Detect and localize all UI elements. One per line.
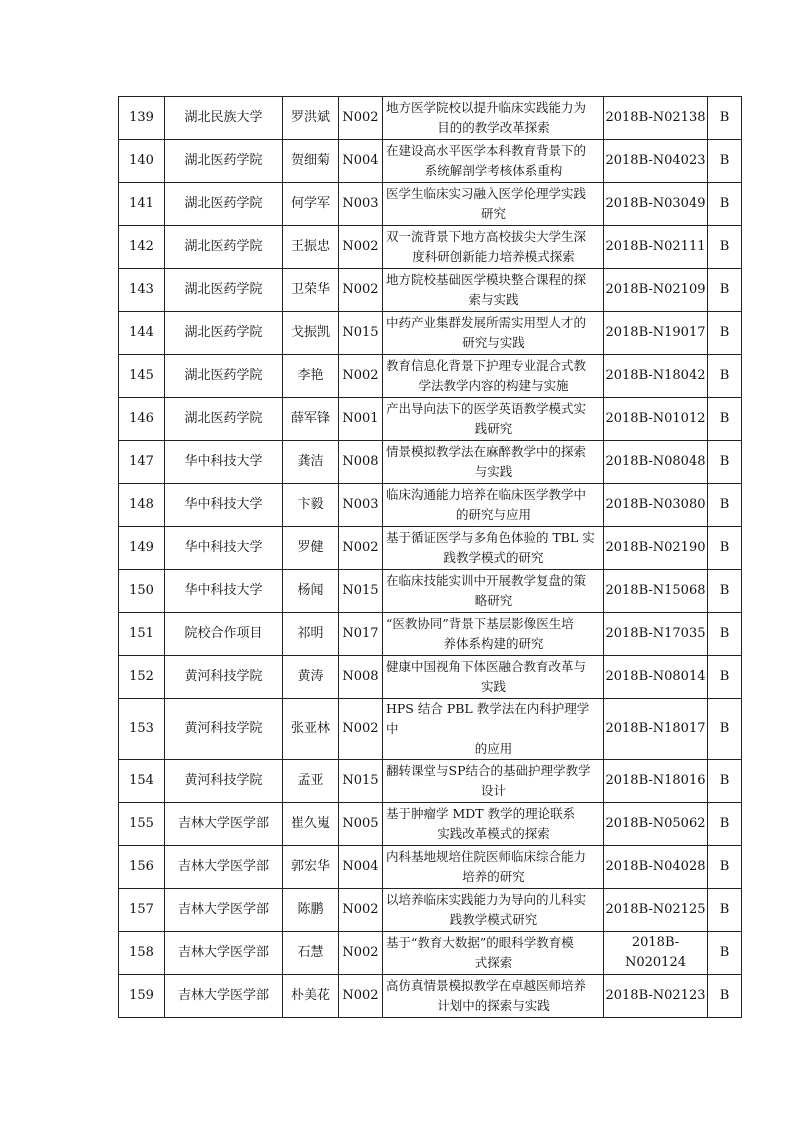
- leader-name-cell: 黄涛: [283, 656, 339, 699]
- project-title-line: 式探索: [474, 955, 513, 970]
- project-number-cell: 2018B-N02123: [604, 975, 708, 1018]
- project-title-line: 健康中国视角下体医融合教育改革与: [386, 659, 587, 674]
- row-number-cell: 147: [119, 441, 165, 484]
- project-title-line: 翻转课堂与SP结合的基础护理学教学: [386, 763, 591, 778]
- category-code-cell: N002: [339, 226, 383, 269]
- project-title-line: 培养的研究: [462, 869, 525, 884]
- project-title-cell: [383, 656, 604, 699]
- leader-name-cell: 薛军锋: [283, 398, 339, 441]
- leader-name-cell: 何学军: [283, 183, 339, 226]
- project-number-cell: 2018B-N020124: [604, 932, 708, 975]
- table-row: [119, 527, 742, 570]
- project-number-cell: 2018B-N02190: [604, 527, 708, 570]
- project-title-line: 践研究: [474, 421, 513, 436]
- school-cell: 湖北医药学院: [165, 312, 283, 355]
- project-title-line: 设计: [480, 783, 506, 798]
- row-number-cell: 149: [119, 527, 165, 570]
- project-title-line: 学法教学内容的构建与实施: [418, 378, 569, 393]
- table-row: [119, 312, 742, 355]
- project-title-cell: [383, 183, 604, 226]
- school-cell: 吉林大学医学部: [165, 846, 283, 889]
- project-title-line: 研究与实践: [462, 335, 525, 350]
- leader-name-cell: 贺细菊: [283, 140, 339, 183]
- project-title-cell: [383, 312, 604, 355]
- project-title-cell: [383, 613, 604, 656]
- category-code-cell: N002: [339, 269, 383, 312]
- leader-name-cell: 陈鹏: [283, 889, 339, 932]
- row-number-cell: 155: [119, 803, 165, 846]
- row-number-cell: 151: [119, 613, 165, 656]
- grade-cell: B: [708, 97, 742, 140]
- category-code-cell: N002: [339, 932, 383, 975]
- project-number-cell: 2018B-N03080: [604, 484, 708, 527]
- project-title-line: 内科基地规培住院医师临床综合能力: [386, 849, 587, 864]
- project-title-cell: [383, 760, 604, 803]
- project-title-line: 践教学模式的研究: [443, 550, 544, 565]
- project-title-line: HPS 结合 PBL 教学法在内科护理学中: [386, 701, 590, 736]
- project-number-cell: 2018B-N19017: [604, 312, 708, 355]
- category-code-cell: N002: [339, 699, 383, 760]
- project-number-cell: 2018B-N02138: [604, 97, 708, 140]
- project-title-cell: [383, 484, 604, 527]
- project-title-line: 在建设高水平医学本科教育背景下的: [386, 143, 587, 158]
- row-number-cell: 144: [119, 312, 165, 355]
- project-title-cell: [383, 975, 604, 1018]
- row-number-cell: 159: [119, 975, 165, 1018]
- table-row: [119, 226, 742, 269]
- category-code-cell: N002: [339, 97, 383, 140]
- project-number-cell: 2018B-N02111: [604, 226, 708, 269]
- project-title-line: “医教协同”背景下基层影像医生培: [386, 616, 574, 631]
- category-code-cell: N004: [339, 846, 383, 889]
- row-number-cell: 148: [119, 484, 165, 527]
- grade-cell: B: [708, 269, 742, 312]
- school-cell: 院校合作项目: [165, 613, 283, 656]
- category-code-cell: N005: [339, 803, 383, 846]
- category-code-cell: N002: [339, 355, 383, 398]
- category-code-cell: N002: [339, 889, 383, 932]
- grade-cell: B: [708, 441, 742, 484]
- category-code-cell: N003: [339, 183, 383, 226]
- row-number-cell: 140: [119, 140, 165, 183]
- project-number-cell: 2018B-N18042: [604, 355, 708, 398]
- grade-cell: B: [708, 975, 742, 1018]
- school-cell: 湖北医药学院: [165, 140, 283, 183]
- project-title-line: 实践改革模式的探索: [437, 826, 550, 841]
- project-title-cell: [383, 355, 604, 398]
- leader-name-cell: 戈振凯: [283, 312, 339, 355]
- grade-cell: B: [708, 183, 742, 226]
- project-title-line: 实践: [480, 679, 506, 694]
- project-title-cell: [383, 846, 604, 889]
- row-number-cell: 141: [119, 183, 165, 226]
- category-code-cell: N002: [339, 975, 383, 1018]
- leader-name-cell: 郭宏华: [283, 846, 339, 889]
- school-cell: 吉林大学医学部: [165, 889, 283, 932]
- category-code-cell: N008: [339, 656, 383, 699]
- leader-name-cell: 杨闻: [283, 570, 339, 613]
- table-row: [119, 975, 742, 1018]
- school-cell: 黄河科技学院: [165, 760, 283, 803]
- grade-cell: B: [708, 527, 742, 570]
- grade-cell: B: [708, 613, 742, 656]
- school-cell: 华中科技大学: [165, 441, 283, 484]
- table-row: [119, 183, 742, 226]
- school-cell: 湖北医药学院: [165, 183, 283, 226]
- school-cell: 吉林大学医学部: [165, 932, 283, 975]
- project-number-cell: 2018B-N05062: [604, 803, 708, 846]
- table-row: [119, 441, 742, 484]
- school-cell: 湖北医药学院: [165, 355, 283, 398]
- project-number-cell: 2018B-N17035: [604, 613, 708, 656]
- table-row: [119, 140, 742, 183]
- project-number-cell: 2018B-N18017: [604, 699, 708, 760]
- school-cell: 黄河科技学院: [165, 699, 283, 760]
- project-title-cell: [383, 226, 604, 269]
- project-title-cell: [383, 932, 604, 975]
- table-row: [119, 355, 742, 398]
- project-title-line: 养体系构建的研究: [443, 636, 544, 651]
- grade-cell: B: [708, 570, 742, 613]
- grade-cell: B: [708, 398, 742, 441]
- row-number-cell: 146: [119, 398, 165, 441]
- leader-name-cell: 龚洁: [283, 441, 339, 484]
- category-code-cell: N001: [339, 398, 383, 441]
- project-number-cell: 2018B-N08014: [604, 656, 708, 699]
- project-title-line: 产出导向法下的医学英语教学模式实: [386, 401, 587, 416]
- project-number-cell: 2018B-N15068: [604, 570, 708, 613]
- table-row: [119, 613, 742, 656]
- table-row: [119, 656, 742, 699]
- grade-cell: B: [708, 699, 742, 760]
- project-number-cell: 2018B-N04028: [604, 846, 708, 889]
- project-number-cell: 2018B-N02109: [604, 269, 708, 312]
- project-title-line: 索与实践: [468, 292, 519, 307]
- table-body: [119, 97, 742, 1018]
- table-row: [119, 484, 742, 527]
- project-title-line: 情景模拟教学法在麻醉教学中的探索: [386, 444, 587, 459]
- leader-name-cell: 孟亚: [283, 760, 339, 803]
- table-row: [119, 803, 742, 846]
- project-title-line: 度科研创新能力培养模式探索: [412, 249, 575, 264]
- project-title-line: 地方院校基础医学模块整合课程的探: [386, 272, 587, 287]
- school-cell: 湖北医药学院: [165, 398, 283, 441]
- school-cell: 湖北医药学院: [165, 269, 283, 312]
- project-table: [118, 96, 742, 1018]
- school-cell: 吉林大学医学部: [165, 975, 283, 1018]
- project-title-cell: [383, 803, 604, 846]
- table-row: [119, 570, 742, 613]
- leader-name-cell: 卞毅: [283, 484, 339, 527]
- grade-cell: B: [708, 932, 742, 975]
- project-title-line: 基于“教育大数据”的眼科学教育模: [386, 935, 574, 950]
- table-row: [119, 846, 742, 889]
- grade-cell: B: [708, 226, 742, 269]
- category-code-cell: N015: [339, 312, 383, 355]
- project-number-cell: 2018B-N02125: [604, 889, 708, 932]
- school-cell: 华中科技大学: [165, 484, 283, 527]
- category-code-cell: N008: [339, 441, 383, 484]
- category-code-cell: N003: [339, 484, 383, 527]
- grade-cell: B: [708, 803, 742, 846]
- leader-name-cell: 石慧: [283, 932, 339, 975]
- table-row: [119, 97, 742, 140]
- leader-name-cell: 张亚林: [283, 699, 339, 760]
- project-title-line: 基于循证医学与多角色体验的 TBL 实: [386, 530, 595, 545]
- leader-name-cell: 罗洪斌: [283, 97, 339, 140]
- project-title-line: 的研究与应用: [455, 507, 531, 522]
- row-number-cell: 139: [119, 97, 165, 140]
- grade-cell: B: [708, 484, 742, 527]
- project-title-line: 中药产业集群发展所需实用型人才的: [386, 315, 587, 330]
- project-title-line: 教育信息化背景下护理专业混合式教: [386, 358, 587, 373]
- project-number-cell: 2018B-N03049: [604, 183, 708, 226]
- project-title-cell: [383, 441, 604, 484]
- leader-name-cell: 朴美花: [283, 975, 339, 1018]
- grade-cell: B: [708, 889, 742, 932]
- table-row: [119, 398, 742, 441]
- row-number-cell: 152: [119, 656, 165, 699]
- category-code-cell: N002: [339, 527, 383, 570]
- project-title-cell: [383, 699, 604, 760]
- project-title-line: 与实践: [474, 464, 513, 479]
- leader-name-cell: 王振忠: [283, 226, 339, 269]
- project-title-line: 基于肿瘤学 MDT 教学的理论联系: [386, 806, 576, 821]
- row-number-cell: 145: [119, 355, 165, 398]
- leader-name-cell: 崔久嵬: [283, 803, 339, 846]
- row-number-cell: 158: [119, 932, 165, 975]
- category-code-cell: N004: [339, 140, 383, 183]
- leader-name-cell: 罗健: [283, 527, 339, 570]
- leader-name-cell: 祁明: [283, 613, 339, 656]
- category-code-cell: N017: [339, 613, 383, 656]
- project-title-line: 临床沟通能力培养在临床医学教学中: [386, 487, 587, 502]
- table-row: [119, 932, 742, 975]
- project-title-line: 研究: [480, 206, 506, 221]
- project-title-line: 践教学模式研究: [449, 912, 538, 927]
- project-number-cell: 2018B-N08048: [604, 441, 708, 484]
- project-number-cell: 2018B-N04023: [604, 140, 708, 183]
- project-title-cell: [383, 889, 604, 932]
- leader-name-cell: 卫荣华: [283, 269, 339, 312]
- row-number-cell: 153: [119, 699, 165, 760]
- school-cell: 湖北医药学院: [165, 226, 283, 269]
- project-title-cell: [383, 527, 604, 570]
- row-number-cell: 154: [119, 760, 165, 803]
- project-title-line: 目的的教学改革探索: [437, 120, 550, 135]
- grade-cell: B: [708, 656, 742, 699]
- project-title-cell: [383, 97, 604, 140]
- project-title-line: 计划中的探索与实践: [437, 998, 550, 1013]
- project-title-line: 的应用: [474, 741, 513, 756]
- row-number-cell: 157: [119, 889, 165, 932]
- row-number-cell: 142: [119, 226, 165, 269]
- grade-cell: B: [708, 846, 742, 889]
- project-title-cell: [383, 398, 604, 441]
- project-number-cell: 2018B-N18016: [604, 760, 708, 803]
- school-cell: 湖北民族大学: [165, 97, 283, 140]
- grade-cell: B: [708, 355, 742, 398]
- project-title-cell: [383, 269, 604, 312]
- project-title-cell: [383, 570, 604, 613]
- category-code-cell: N015: [339, 570, 383, 613]
- project-title-line: 双一流背景下地方高校拔尖大学生深: [386, 229, 587, 244]
- table-row: [119, 760, 742, 803]
- project-title-line: 地方医学院校以提升临床实践能力为: [386, 100, 587, 115]
- grade-cell: B: [708, 140, 742, 183]
- row-number-cell: 156: [119, 846, 165, 889]
- project-title-line: 略研究: [474, 593, 513, 608]
- project-title-cell: [383, 140, 604, 183]
- project-title-line: 以培养临床实践能力为导向的儿科实: [386, 892, 587, 907]
- table-row: [119, 699, 742, 760]
- school-cell: 华中科技大学: [165, 527, 283, 570]
- project-title-line: 在临床技能实训中开展教学复盘的策: [386, 573, 587, 588]
- school-cell: 黄河科技学院: [165, 656, 283, 699]
- school-cell: 华中科技大学: [165, 570, 283, 613]
- project-number-cell: 2018B-N01012: [604, 398, 708, 441]
- table-row: [119, 889, 742, 932]
- grade-cell: B: [708, 312, 742, 355]
- project-title-line: 高仿真情景模拟教学在卓越医师培养: [386, 978, 587, 993]
- row-number-cell: 150: [119, 570, 165, 613]
- project-title-line: 系统解剖学考核体系重构: [424, 163, 563, 178]
- grade-cell: B: [708, 760, 742, 803]
- table-row: [119, 269, 742, 312]
- category-code-cell: N015: [339, 760, 383, 803]
- project-title-line: 医学生临床实习融入医学伦理学实践: [386, 186, 587, 201]
- leader-name-cell: 李艳: [283, 355, 339, 398]
- school-cell: 吉林大学医学部: [165, 803, 283, 846]
- row-number-cell: 143: [119, 269, 165, 312]
